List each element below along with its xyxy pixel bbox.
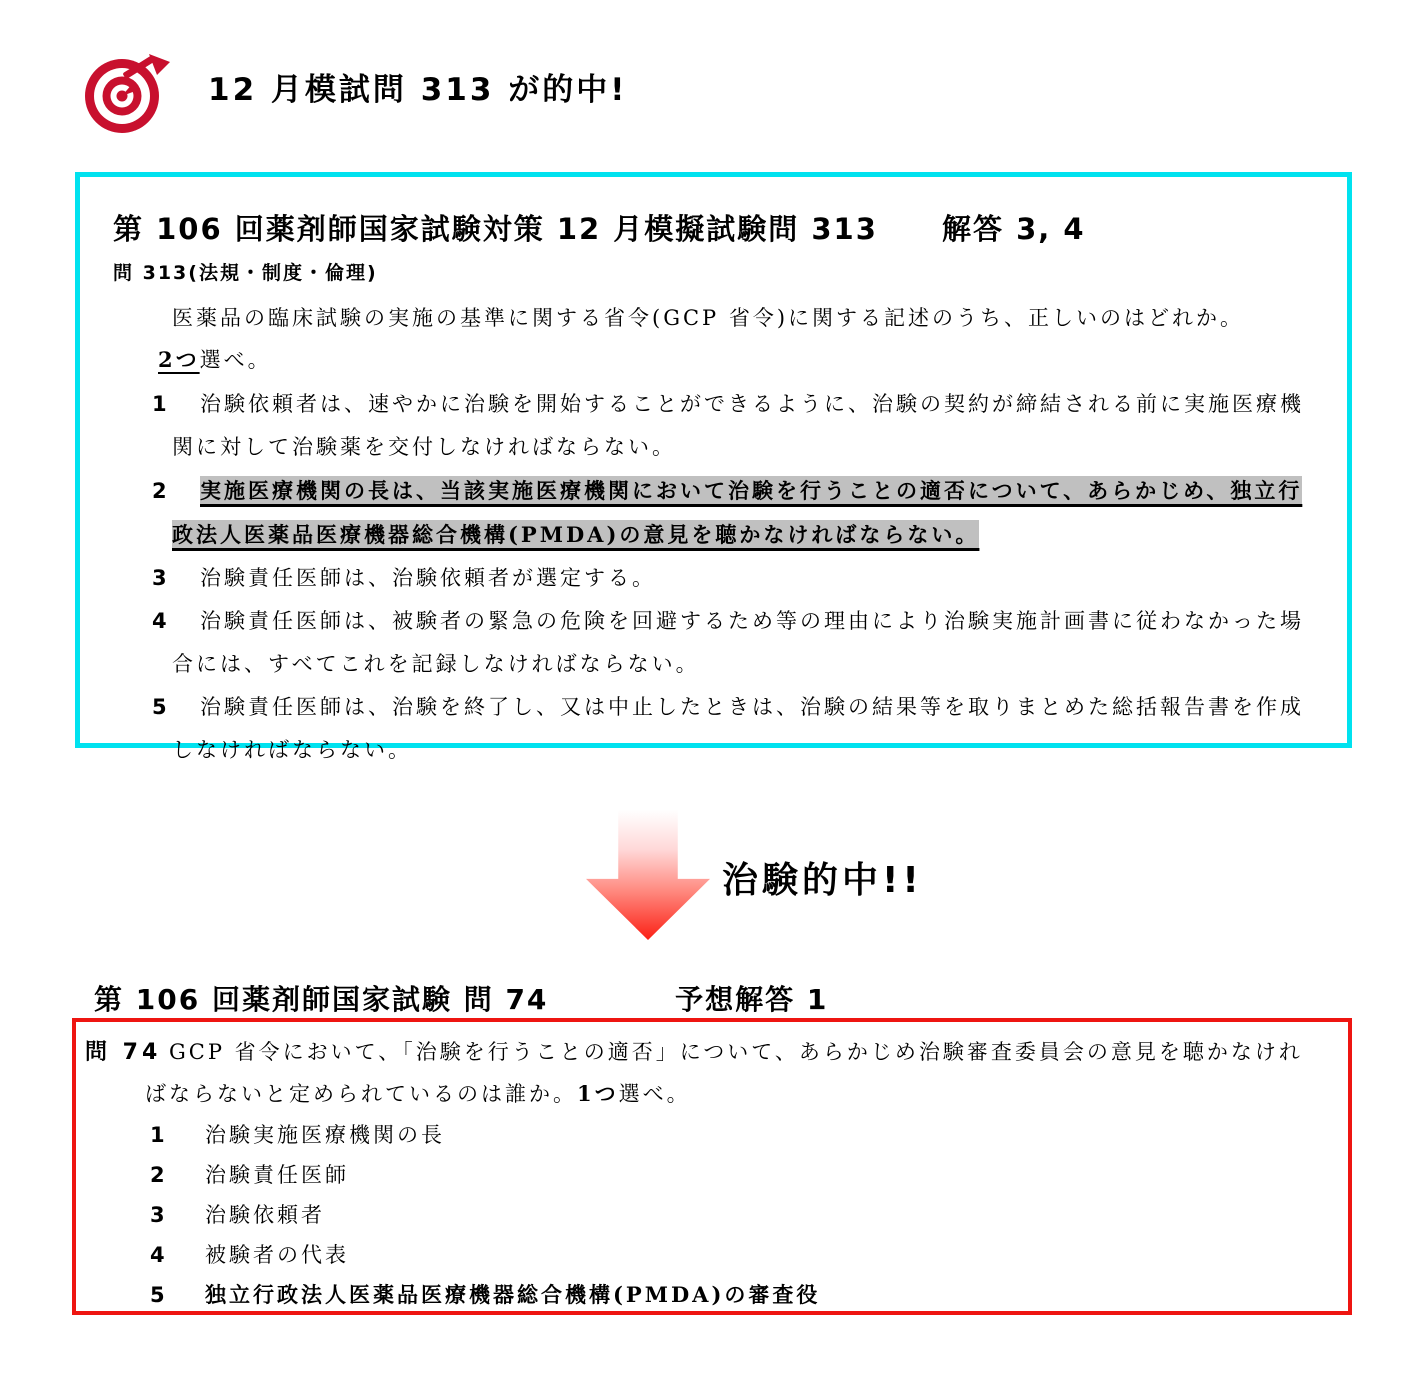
option-text: 独立行政法人医薬品医療機器総合機構(PMDA)の審査役 <box>205 1282 821 1307</box>
option-text: 治験責任医師は、被験者の緊急の危険を回避するため等の理由により治験実施計画書に従わなかった場合には、すべてこれを記録しなければならない。 <box>172 609 1304 676</box>
option-row <box>80 600 1347 686</box>
option-number: 5 <box>150 1283 165 1307</box>
down-arrow-icon <box>586 810 710 940</box>
option-number: 2 <box>150 1163 165 1187</box>
option-number: 1 <box>150 1123 165 1147</box>
mock-exam-box <box>75 172 1352 762</box>
option-row <box>80 469 1347 557</box>
option-text: 治験責任医師は、治験依頼者が選定する。 <box>200 566 656 590</box>
page-title: 12 月模試問 313 が的中! <box>208 71 628 108</box>
exam-heading-row <box>94 978 828 1018</box>
select-count-bold: 1つ <box>577 1081 619 1106</box>
option-number: 4 <box>152 609 167 633</box>
option-row <box>76 1115 1348 1155</box>
option-number: 5 <box>152 695 167 719</box>
exam-question-box <box>72 1018 1352 1315</box>
option-number: 3 <box>150 1203 165 1227</box>
exam-heading-answer: 予想解答 1 <box>675 983 829 1016</box>
question-313-label: 問 313(法規・制度・倫理) <box>113 262 378 284</box>
option-text: 被験者の代表 <box>205 1243 349 1267</box>
option-row <box>80 383 1347 469</box>
question-313-select-instruction <box>158 339 1317 381</box>
option-text: 治験実施医療機関の長 <box>205 1123 445 1147</box>
option-row <box>76 1155 1348 1195</box>
select-count-bold: 2つ <box>158 347 200 372</box>
option-number: 3 <box>152 566 167 590</box>
option-text: 治験責任医師 <box>205 1163 349 1187</box>
select-rest: 選べ。 <box>199 348 272 372</box>
dartboard-icon <box>80 42 180 142</box>
question-313-stem: 医薬品の臨床試験の実施の基準に関する省令(GCP 省令)に関する記述のうち、正しいのはどれか。 <box>172 306 1245 330</box>
option-row <box>76 1235 1348 1275</box>
mock-exam-title: 第 106 回薬剤師国家試験対策 12 月模擬試験問 313 <box>113 212 878 246</box>
mock-exam-answer: 解答 3, 4 <box>942 212 1086 246</box>
option-row <box>80 686 1347 772</box>
option-text: 治験責任医師は、治験を終了し、又は中止したときは、治験の結果等を取りまとめた総括報告書を作成しなければならない。 <box>172 695 1304 762</box>
option-text: 治験依頼者 <box>205 1203 325 1227</box>
option-text-highlighted: 実施医療機関の長は、当該実施医療機関において治験を行うことの適否について、あらかじめ、独立行政法人医薬品医療機器総合機構(PMDA)の意見を聴かなければならない。 <box>172 478 1303 547</box>
page-header <box>80 42 627 142</box>
mock-exam-title-row <box>113 207 1347 248</box>
question-74-text: GCP 省令において、「治験を行うことの適否」について、あらかじめ治験審査委員会の意見を聴かなければならないと定められているのは誰か。 <box>145 1040 1303 1106</box>
select-rest: 選べ。 <box>618 1082 691 1106</box>
question-74-label: 問 74 <box>85 1040 162 1065</box>
option-row <box>80 557 1347 600</box>
option-text: 治験依頼者は、速やかに治験を開始することができるように、治験の契約が締結される前に実施医療機関に対して治験薬を交付しなければならない。 <box>172 392 1304 459</box>
option-number: 4 <box>150 1243 165 1267</box>
option-number: 1 <box>152 392 167 416</box>
question-74-options <box>76 1115 1348 1315</box>
option-number: 2 <box>152 479 167 503</box>
option-row <box>76 1275 1348 1315</box>
exam-heading-title: 第 106 回薬剤師国家試験 問 74 <box>94 983 549 1016</box>
question-313-options <box>80 383 1347 772</box>
question-74-stem <box>85 1032 1326 1115</box>
option-row <box>76 1195 1348 1235</box>
hit-callout: 治験的中!! <box>722 860 923 901</box>
